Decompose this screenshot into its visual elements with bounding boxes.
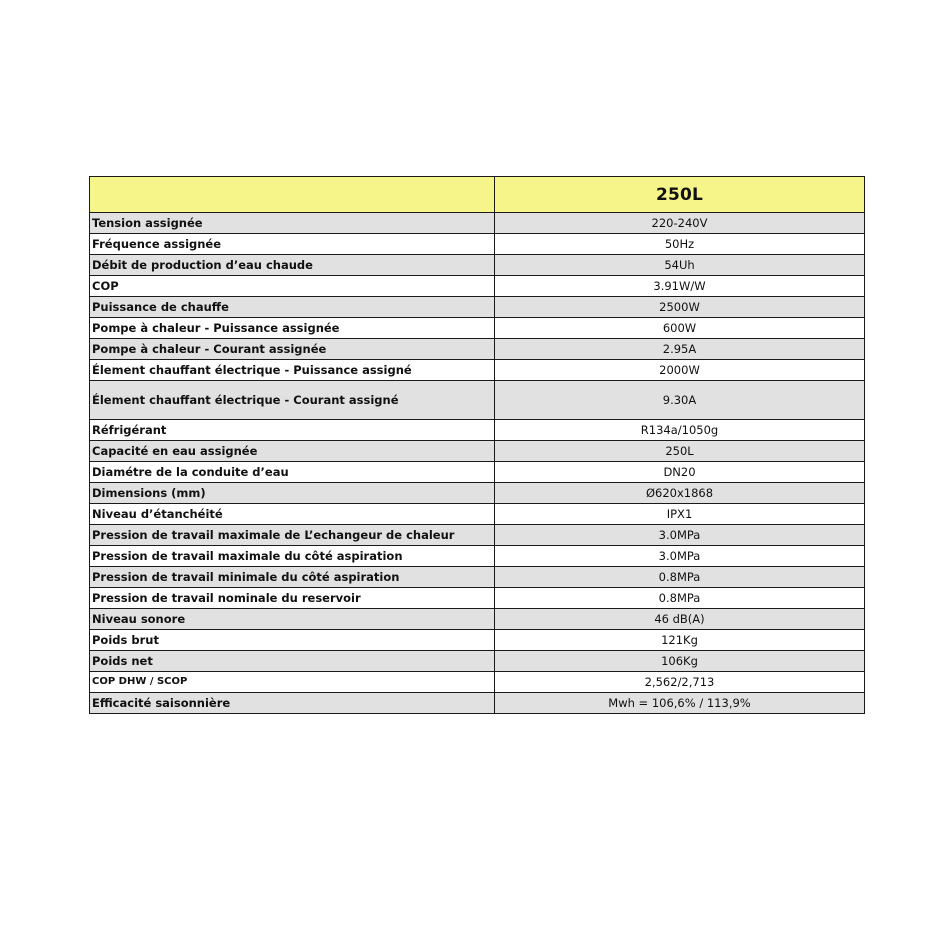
- row-value: 600W: [495, 318, 865, 339]
- row-label: Poids net: [90, 651, 495, 672]
- row-value: 2500W: [495, 297, 865, 318]
- table-row: [90, 483, 865, 504]
- row-label: Élement chauffant électrique - Puissance assigné: [90, 360, 495, 381]
- table-row: [90, 441, 865, 462]
- row-label: Puissance de chauffe: [90, 297, 495, 318]
- table-row: [90, 546, 865, 567]
- specifications-table: [89, 176, 865, 714]
- table-row: [90, 525, 865, 546]
- row-label: Pompe à chaleur - Puissance assignée: [90, 318, 495, 339]
- header-capacity-cell: 250L: [495, 177, 865, 213]
- row-label: Dimensions (mm): [90, 483, 495, 504]
- row-label: Débit de production d’eau chaude: [90, 255, 495, 276]
- row-value: 0.8MPa: [495, 567, 865, 588]
- row-value: 54Uh: [495, 255, 865, 276]
- row-label: Pression de travail minimale du côté aspiration: [90, 567, 495, 588]
- table-row: [90, 672, 865, 693]
- row-label: Niveau d’étanchéité: [90, 504, 495, 525]
- table-row: [90, 276, 865, 297]
- row-value: 0.8MPa: [495, 588, 865, 609]
- table-row: [90, 462, 865, 483]
- row-label: Capacité en eau assignée: [90, 441, 495, 462]
- row-value: 3.91W/W: [495, 276, 865, 297]
- table-row: [90, 360, 865, 381]
- row-value: 250L: [495, 441, 865, 462]
- row-value: 46 dB(A): [495, 609, 865, 630]
- row-label: COP DHW / SCOP: [90, 672, 495, 693]
- table-row: [90, 588, 865, 609]
- row-value: DN20: [495, 462, 865, 483]
- row-value: 3.0MPa: [495, 525, 865, 546]
- table-row: [90, 504, 865, 525]
- table-row: [90, 609, 865, 630]
- row-value: 121Kg: [495, 630, 865, 651]
- table-row: [90, 255, 865, 276]
- table-header-row: [90, 177, 865, 213]
- table-row: [90, 630, 865, 651]
- row-value: IPX1: [495, 504, 865, 525]
- row-value: 2,562/2,713: [495, 672, 865, 693]
- row-label: Pompe à chaleur - Courant assignée: [90, 339, 495, 360]
- row-value: 9.30A: [495, 381, 865, 420]
- table-row: [90, 234, 865, 255]
- row-label: Pression de travail nominale du reservoir: [90, 588, 495, 609]
- row-value: 50Hz: [495, 234, 865, 255]
- row-label: Poids brut: [90, 630, 495, 651]
- row-value: Ø620x1868: [495, 483, 865, 504]
- row-label: Pression de travail maximale de L’echangeur de chaleur: [90, 525, 495, 546]
- row-label: COP: [90, 276, 495, 297]
- table-row: [90, 213, 865, 234]
- table-row: [90, 420, 865, 441]
- table-row: [90, 318, 865, 339]
- row-label: Fréquence assignée: [90, 234, 495, 255]
- row-value: 2000W: [495, 360, 865, 381]
- row-label: Réfrigérant: [90, 420, 495, 441]
- table-row: [90, 651, 865, 672]
- table-row: [90, 567, 865, 588]
- row-label: Tension assignée: [90, 213, 495, 234]
- row-label: Élement chauffant électrique - Courant assigné: [90, 381, 495, 420]
- header-label-cell: [90, 177, 495, 213]
- table-row: [90, 297, 865, 318]
- table-row: [90, 339, 865, 360]
- table-row: [90, 693, 865, 714]
- row-value: 106Kg: [495, 651, 865, 672]
- row-label: Diamétre de la conduite d’eau: [90, 462, 495, 483]
- row-label: Pression de travail maximale du côté aspiration: [90, 546, 495, 567]
- row-value: 2.95A: [495, 339, 865, 360]
- row-label: Niveau sonore: [90, 609, 495, 630]
- row-value: 3.0MPa: [495, 546, 865, 567]
- table-row: [90, 381, 865, 420]
- row-value: Mwh = 106,6% / 113,9%: [495, 693, 865, 714]
- row-value: R134a/1050g: [495, 420, 865, 441]
- row-value: 220-240V: [495, 213, 865, 234]
- row-label: Efficacité saisonnière: [90, 693, 495, 714]
